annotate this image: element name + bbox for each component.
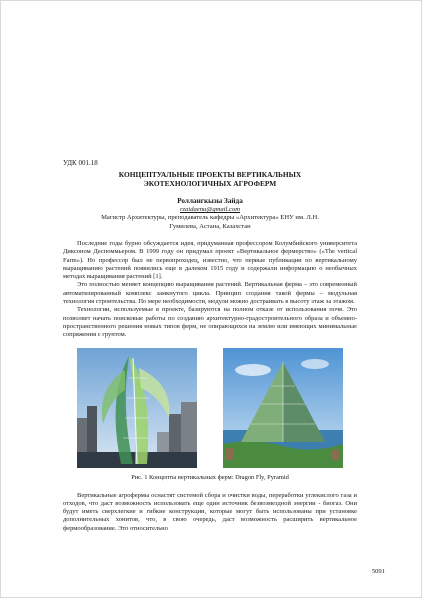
author-name: Роллангкызы Зайда [177,197,243,205]
article-content [63,159,357,533]
paragraph-3: Технологии, используемые в проекте, базируются на полном отказе от использования почв. Это позволяет начать поисковые работы по созданию архитектурно-градостроительного образа и объемно-пространственного решения новых типов ферм, не опирающихся на землю или имеющих минимальные сопряжения с грунтом. [63,306,357,339]
author-affiliation-line-2: Гумилева, Астана, Казахстан [169,222,251,230]
paragraph-4: Вертикальные агрофермы оснастят системой сбора и очистки воды, переработки углекислого газа и отходов, что даст возможность использовать еще один источник безвозмездной энергии - биогаз. Они будут иметь сверхлегкие и гибкие конструкции, которые могут быть использованы при установке дополнительных хонитов, что, в свою очередь, даст возможность расширить вертикальное фермообразование. Это относительно [63,491,357,532]
pyramid-concept-image [223,348,343,468]
figure-1 [63,348,357,468]
author-email[interactable]: rzaidaenu@gmail.com [179,206,241,213]
dragonfly-concept-image [77,348,197,468]
paragraph-1: Последние годы бурно обсуждается идея, придуманная профессором Колумбийского университета Диксоном Деспоммьером. В 1999 году он придумал проект «Вертикальное фермерство» («The vertical Farm»). Но профессор был не первопроходец, известно, что первые публикации по вертикальному выращиванию растений появились еще в далеком 1915 году и содержали информацию о необычных методах выращивания растений [1]. [63,240,357,281]
figure-caption: Рис. 1 Концепты вертикальных ферм: Dragon Fly, Pyramid [131,473,289,481]
article-title-line-1: КОНЦЕПТУАЛЬНЫЕ ПРОЕКТЫ ВЕРТИКАЛЬНЫХ [118,170,302,179]
article-title-line-2: ЭКОТЕХНОЛОГИЧНЫХ АГРОФЕРМ [143,179,277,188]
paragraph-2: Это полностью меняет концепцию выращивания растений. Вертикальная ферма – это современный автоматизированный комплекс замкнутого цикла. Принцип создания такой фермы – модульная технология строительства. По мере необходимости, модули можно достраивать в высоту этаж за этажом. [63,281,357,306]
page-number: 5091 [371,568,385,575]
udk-code: УДК 001.18 [63,159,98,167]
author-affiliation-line-1: Магистр Архитектуры, преподаватель кафедры «Архитектура» ЕНУ им. Л.Н. [101,214,319,221]
